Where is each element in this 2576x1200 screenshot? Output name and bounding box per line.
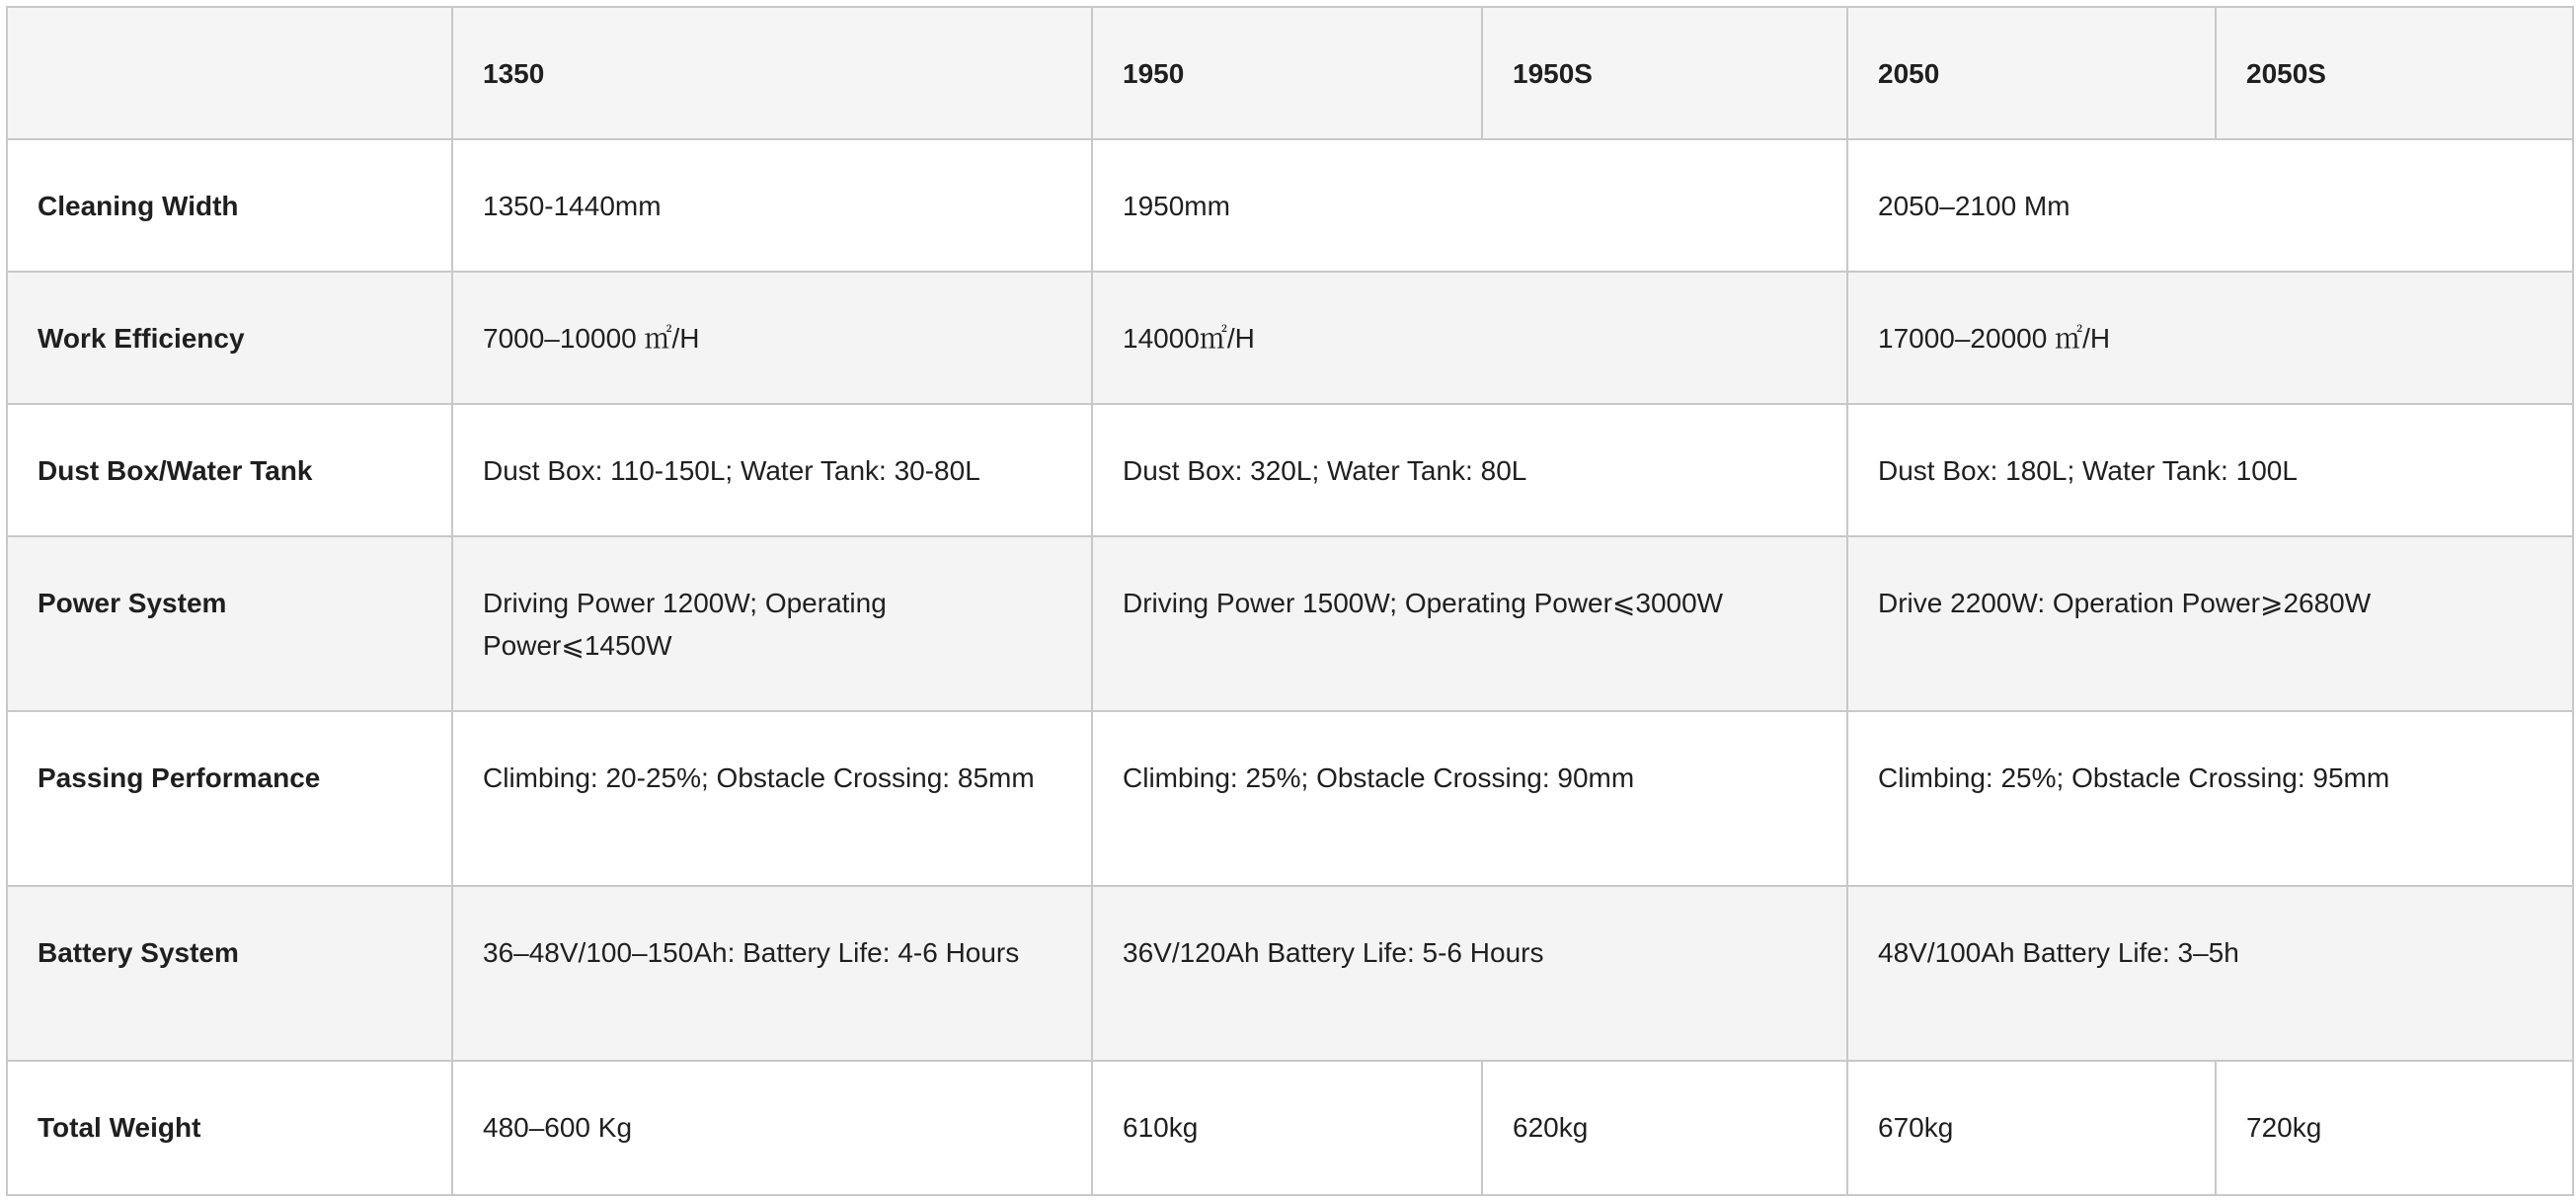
cell-1950-total-weight: 610kg [1092, 1061, 1482, 1195]
cell-2050-passing-performance: Climbing: 25%; Obstacle Crossing: 95mm [1847, 711, 2573, 886]
cell-1950-battery-system: 36V/120Ah Battery Life: 5-6 Hours [1092, 886, 1847, 1061]
cell-1950-power-system: Driving Power 1500W; Operating Power⩽3000W [1092, 536, 1847, 711]
cell-2050-work-efficiency: 17000–20000 ㎡/H [1847, 272, 2573, 404]
cell-1950-work-efficiency: 14000㎡/H [1092, 272, 1847, 404]
row-label-power-system: Power System [7, 536, 452, 711]
cell-1350-dust-box: Dust Box: 110-150L; Water Tank: 30-80L [452, 404, 1092, 536]
cell-2050-total-weight: 670kg [1847, 1061, 2216, 1195]
cell-2050s-total-weight: 720kg [2216, 1061, 2573, 1195]
cell-1350-work-efficiency: 7000–10000 ㎡/H [452, 272, 1092, 404]
header-corner-cell [7, 7, 452, 139]
row-label-dust-box: Dust Box/Water Tank [7, 404, 452, 536]
cell-1350-total-weight: 480–600 Kg [452, 1061, 1092, 1195]
table-row-cleaning-width [7, 139, 2573, 272]
model-header-1950: 1950 [1092, 7, 1482, 139]
spec-table [6, 6, 2574, 1196]
table-header-row [7, 7, 2573, 139]
table-row-passing-performance [7, 711, 2573, 886]
cell-2050-power-system: Drive 2200W: Operation Power⩾2680W [1847, 536, 2573, 711]
cell-2050-dust-box: Dust Box: 180L; Water Tank: 100L [1847, 404, 2573, 536]
cell-1350-cleaning-width: 1350-1440mm [452, 139, 1092, 272]
row-label-battery-system: Battery System [7, 886, 452, 1061]
model-header-1950s: 1950S [1482, 7, 1847, 139]
table-row-battery-system [7, 886, 2573, 1061]
model-header-1350: 1350 [452, 7, 1092, 139]
cell-1950-cleaning-width: 1950mm [1092, 139, 1847, 272]
cell-1350-passing-performance: Climbing: 20-25%; Obstacle Crossing: 85mm [452, 711, 1092, 886]
cell-2050-cleaning-width: 2050–2100 Mm [1847, 139, 2573, 272]
cell-2050-battery-system: 48V/100Ah Battery Life: 3–5h [1847, 886, 2573, 1061]
cell-1350-battery-system: 36–48V/100–150Ah: Battery Life: 4-6 Hours [452, 886, 1092, 1061]
table-row-dust-box [7, 404, 2573, 536]
model-header-2050s: 2050S [2216, 7, 2573, 139]
row-label-cleaning-width: Cleaning Width [7, 139, 452, 272]
cell-1950-dust-box: Dust Box: 320L; Water Tank: 80L [1092, 404, 1847, 536]
cell-1350-power-system: Driving Power 1200W; Operating Power⩽1450W [452, 536, 1092, 711]
row-label-total-weight: Total Weight [7, 1061, 452, 1195]
model-header-2050: 2050 [1847, 7, 2216, 139]
cell-1950-passing-performance: Climbing: 25%; Obstacle Crossing: 90mm [1092, 711, 1847, 886]
spec-table-container [6, 6, 2572, 1196]
table-row-work-efficiency [7, 272, 2573, 404]
table-row-total-weight [7, 1061, 2573, 1195]
row-label-work-efficiency: Work Efficiency [7, 272, 452, 404]
cell-1950s-total-weight: 620kg [1482, 1061, 1847, 1195]
table-row-power-system [7, 536, 2573, 711]
row-label-passing-performance: Passing Performance [7, 711, 452, 886]
